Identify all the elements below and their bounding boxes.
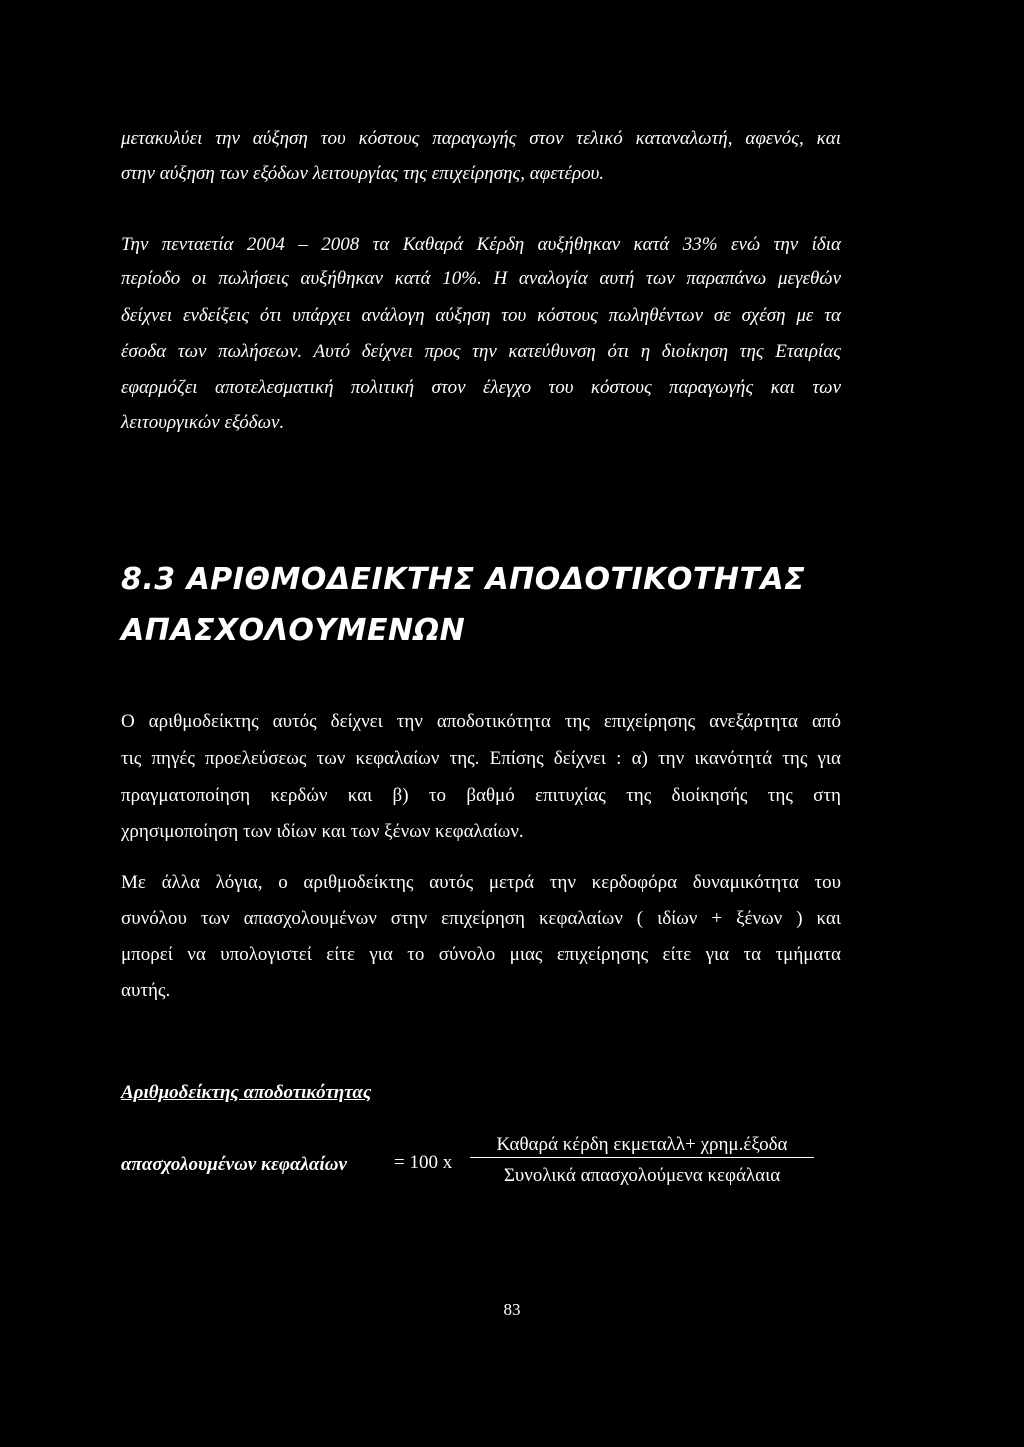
page-number: 83 — [503, 1300, 521, 1319]
analysis-line-6: λειτουργικών εξόδων. — [121, 412, 285, 433]
formula-denominator: Συνολικά απασχολούμενα κεφάλαια — [503, 1165, 781, 1186]
analysis-line-3: δείχνει ενδείξεις ότι υπάρχει ανάλογη αύξηση του κόστους πωληθέντων σε σχέση με τα — [121, 305, 841, 326]
formula-equals: = 100 x — [394, 1152, 453, 1173]
section-heading-line-2: ΑΠΑΣΧΟΛΟΥΜΕΝΩΝ — [121, 613, 466, 648]
definition-line-4: χρησιμοποίηση των ιδίων και των ξένων κεφαλαίων. — [121, 821, 524, 842]
formula-numerator: Καθαρά κέρδη εκμεταλλ+ χρημ.έξοδα — [470, 1134, 814, 1158]
definition-line-1: Ο αριθμοδείκτης αυτός δείχνει την αποδοτικότητα της επιχείρησης ανεξάρτητα από — [121, 711, 841, 732]
formula-lhs: απασχολουμένων κεφαλαίων — [121, 1154, 347, 1175]
intro-line-2: στην αύξηση των εξόδων λειτουργίας της επιχείρησης, αφετέρου. — [121, 163, 605, 184]
formula-title: Αριθμοδείκτης αποδοτικότητας — [121, 1082, 372, 1103]
analysis-line-4: έσοδα των πωλήσεων. Αυτό δείχνει προς την κατεύθυνση ότι η διοίκηση της Εταιρίας — [121, 341, 841, 362]
intro-line-1: μετακυλύει την αύξηση του κόστους παραγωγής στον τελικό καταναλωτή, αφενός, και — [121, 128, 841, 149]
analysis-line-5: εφαρμόζει αποτελεσματική πολιτική στον έλεγχο του κόστους παραγωγής και των — [121, 377, 841, 398]
definition-line-2: τις πηγές προελεύσεως των κεφαλαίων της. Επίσης δείχνει : α) την ικανότητά της για — [121, 748, 841, 769]
measure-line-3: μπορεί να υπολογιστεί είτε για το σύνολο μιας επιχείρησης είτε για τα τμήματα — [121, 944, 841, 965]
analysis-line-2: περίοδο οι πωλήσεις αυξήθηκαν κατά 10%. Η αναλογία αυτή των παραπάνω μεγεθών — [121, 268, 841, 289]
definition-line-3: πραγματοποίηση κερδών και β) το βαθμό επιτυχίας της διοίκησής της στη — [121, 785, 841, 806]
section-heading-line-1: 8.3 ΑΡΙΘΜΟΔΕΙΚΤΗΣ ΑΠΟΔΟΤΙΚΟΤΗΤΑΣ — [121, 562, 806, 597]
measure-line-1: Με άλλα λόγια, ο αριθμοδείκτης αυτός μετρά την κερδοφόρα δυναμικότητα του — [121, 872, 841, 893]
measure-line-2: συνόλου των απασχολουμένων στην επιχείρηση κεφαλαίων ( ιδίων + ξένων ) και — [121, 908, 841, 929]
analysis-line-1: Την πενταετία 2004 – 2008 τα Καθαρά Κέρδη αυξήθηκαν κατά 33% ενώ την ίδια — [121, 234, 841, 255]
measure-line-4: αυτής. — [121, 980, 171, 1001]
